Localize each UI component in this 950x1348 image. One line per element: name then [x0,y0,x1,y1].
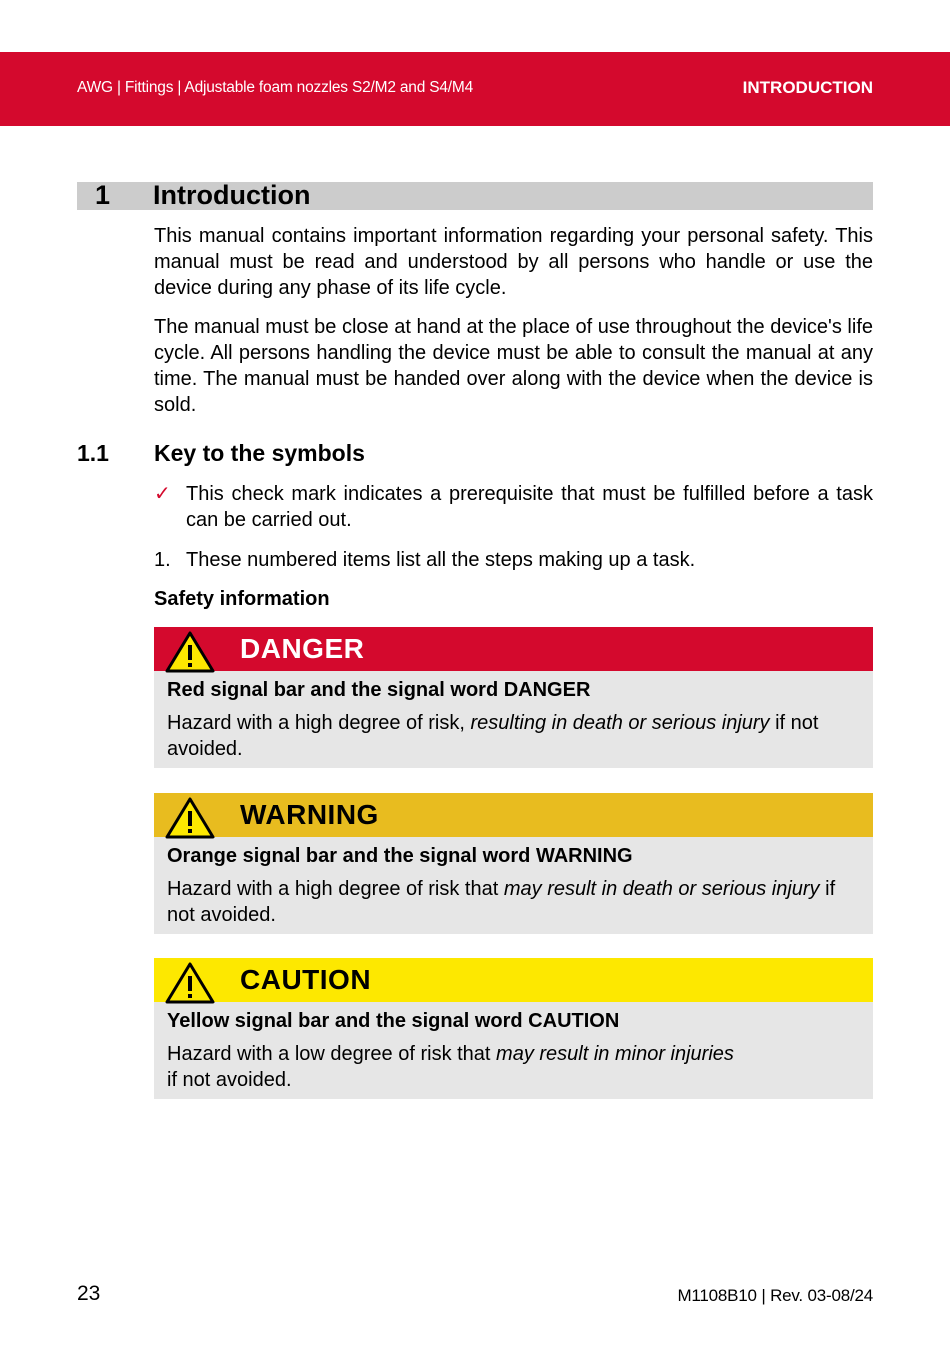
section-title: Key to the symbols [154,440,365,466]
check-item-text: This check mark indicates a prerequisite that must be fulfilled before a task can be carried out. [186,483,873,531]
danger-title: Red signal bar and the signal word DANGER [167,679,591,701]
header-section: INTRODUCTION [742,78,873,97]
warning-text [167,876,860,928]
warning-text-b: if not avoided. [167,878,836,926]
warning-triangle-icon [164,630,216,674]
intro-paragraph-1: This manual contains important information regarding your personal safety. This manual must be read and understood by all persons who handle or use the device during any phase of its life cycle. [154,225,873,299]
caution-text [167,1041,860,1093]
section-number: 1.1 [77,440,109,466]
danger-text [167,710,860,762]
caution-text-emphasis: may result in minor injuries [496,1043,734,1065]
chapter-number: 1 [95,180,111,210]
caution-title: Yellow signal bar and the signal word CAUTION [167,1010,620,1032]
warning-text-emphasis: may result in death or serious injury [503,878,820,900]
check-list-item [154,481,873,533]
chapter-title: Introduction [153,180,311,210]
warning-signal-word: WARNING [240,799,379,830]
warning-signal-bar [154,793,873,837]
numbered-list-item [154,547,873,573]
danger-box [154,627,873,768]
document-reference: M1108B10 | Rev. 03-08/24 [677,1286,873,1305]
safety-info-title: Safety information [154,588,330,610]
caution-box [154,958,873,1099]
check-mark-icon: ✓ [154,483,171,505]
warning-box [154,793,873,934]
warning-triangle-icon [164,796,216,840]
numbered-item-marker: 1. [154,549,171,571]
danger-signal-word: DANGER [240,633,365,664]
page-number: 23 [77,1282,101,1305]
warning-title: Orange signal bar and the signal word WARNING [167,845,633,867]
caution-text-b: if not avoided. [167,1069,292,1091]
header-breadcrumb: AWG | Fittings | Adjustable foam nozzles S2/M2 and S4/M4 [77,79,474,96]
danger-signal-bar [154,627,873,671]
intro-paragraph-2: The manual must be close at hand at the place of use throughout the device's life cycle. All persons handling the device must be able to consult the manual at any time. The manual must be handed over along with the device when the device is sold. [154,316,873,416]
caution-signal-word: CAUTION [240,964,372,995]
danger-text-emphasis: resulting in death or serious injury [470,712,770,734]
page-header [0,52,950,126]
numbered-item-text: These numbered items list all the steps making up a task. [186,549,696,571]
warning-text-a: Hazard with a high degree of risk that [167,878,504,900]
warning-triangle-icon [164,961,216,1005]
caution-text-a: Hazard with a low degree of risk that [167,1043,497,1065]
danger-text-a: Hazard with a high degree of risk, [167,712,471,734]
caution-signal-bar [154,958,873,1002]
danger-text-b: if not avoided. [167,712,819,760]
chapter-heading [77,182,873,210]
